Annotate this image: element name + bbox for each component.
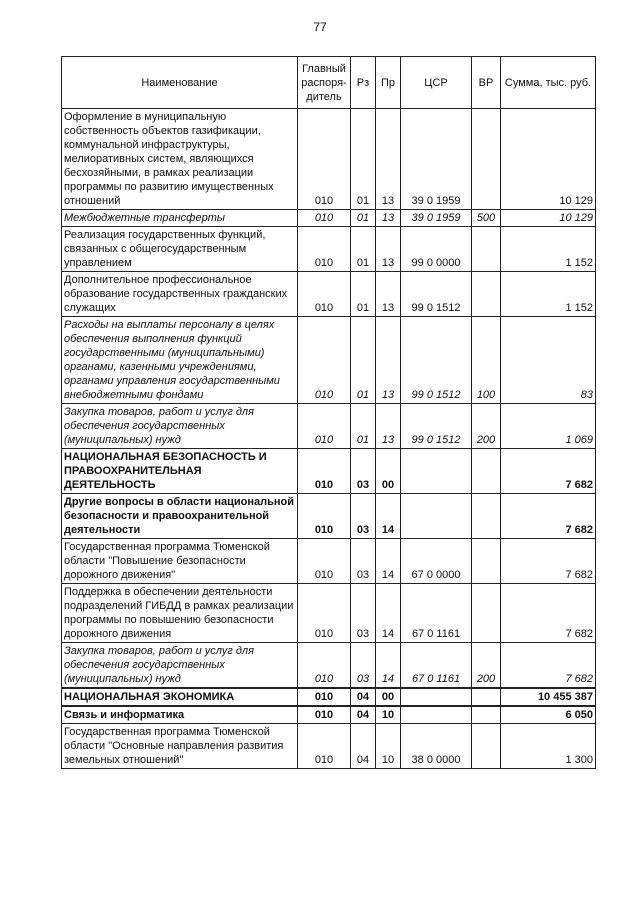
- cell-name: Расходы на выплаты персоналу в целях обеспечения выполнения функций государственными (муниципальными) органами, казенными учреждениями, органами управления государственными внебюджетными фондами: [62, 317, 298, 404]
- table-header-row: [62, 57, 596, 109]
- cell-gr: 010: [298, 109, 351, 210]
- cell-pr: 10: [376, 724, 401, 769]
- cell-pr: 10: [376, 706, 401, 724]
- table-body: [62, 109, 596, 769]
- cell-sum: 1 300: [501, 724, 596, 769]
- cell-gr: 010: [298, 494, 351, 539]
- cell-name: Связь и информатика: [62, 706, 298, 724]
- cell-gr: 010: [298, 539, 351, 584]
- budget-table: [61, 56, 596, 769]
- cell-name: Оформление в муниципальную собственность объектов газификации, коммунальной инфраструктуры, мелиоративных систем, являющихся бесхозяйными, в рамках реализации программы по развитию имущественных отношений: [62, 109, 298, 210]
- table-row: [62, 539, 596, 584]
- cell-csr: [401, 688, 472, 706]
- cell-sum: 7 682: [501, 584, 596, 643]
- cell-name: НАЦИОНАЛЬНАЯ ЭКОНОМИКА: [62, 688, 298, 706]
- cell-csr: 38 0 0000: [401, 724, 472, 769]
- cell-sum: 1 152: [501, 227, 596, 272]
- cell-csr: [401, 494, 472, 539]
- cell-vr: [472, 706, 501, 724]
- cell-sum: 1 152: [501, 272, 596, 317]
- cell-csr: 99 0 0000: [401, 227, 472, 272]
- cell-vr: [472, 272, 501, 317]
- cell-pr: 14: [376, 539, 401, 584]
- cell-vr: [472, 449, 501, 494]
- cell-gr: 010: [298, 643, 351, 689]
- cell-csr: 67 0 1161: [401, 643, 472, 689]
- cell-gr: 010: [298, 210, 351, 227]
- table-row: [62, 584, 596, 643]
- header-vr: ВР: [472, 57, 501, 109]
- cell-csr: 67 0 1161: [401, 584, 472, 643]
- cell-pr: 00: [376, 688, 401, 706]
- cell-vr: 100: [472, 317, 501, 404]
- header-sum: Сумма, тыс. руб.: [501, 57, 596, 109]
- cell-name: Поддержка в обеспечении деятельности подразделений ГИБДД в рамках реализации программы по повышению безопасности дорожного движения: [62, 584, 298, 643]
- cell-rz: 03: [351, 539, 376, 584]
- cell-sum: 6 050: [501, 706, 596, 724]
- cell-rz: 01: [351, 272, 376, 317]
- table-row: [62, 688, 596, 706]
- cell-name: Дополнительное профессиональное образование государственных гражданских служащих: [62, 272, 298, 317]
- cell-gr: 010: [298, 404, 351, 449]
- cell-vr: 200: [472, 404, 501, 449]
- cell-pr: 13: [376, 404, 401, 449]
- cell-rz: 03: [351, 449, 376, 494]
- table-row: [62, 494, 596, 539]
- cell-sum: 7 682: [501, 539, 596, 584]
- cell-gr: 010: [298, 272, 351, 317]
- table-row: [62, 404, 596, 449]
- cell-vr: [472, 227, 501, 272]
- cell-sum: 10 129: [501, 210, 596, 227]
- table-row: [62, 724, 596, 769]
- cell-csr: 67 0 0000: [401, 539, 472, 584]
- cell-gr: 010: [298, 449, 351, 494]
- cell-vr: [472, 584, 501, 643]
- page-number: 77: [313, 20, 327, 34]
- header-rz: Рз: [351, 57, 376, 109]
- cell-gr: 010: [298, 317, 351, 404]
- cell-csr: 39 0 1959: [401, 210, 472, 227]
- cell-rz: 04: [351, 688, 376, 706]
- cell-csr: 99 0 1512: [401, 317, 472, 404]
- cell-sum: 7 682: [501, 494, 596, 539]
- cell-gr: 010: [298, 706, 351, 724]
- table-row: [62, 449, 596, 494]
- cell-pr: 13: [376, 109, 401, 210]
- table-row: [62, 643, 596, 689]
- cell-pr: 14: [376, 494, 401, 539]
- table-row: [62, 317, 596, 404]
- table-row: [62, 272, 596, 317]
- cell-sum: 1 069: [501, 404, 596, 449]
- header-main-manager: Главный распоря-дитель: [298, 57, 351, 109]
- cell-pr: 14: [376, 584, 401, 643]
- cell-rz: 01: [351, 227, 376, 272]
- cell-rz: 03: [351, 584, 376, 643]
- cell-name: Закупка товаров, работ и услуг для обеспечения государственных (муниципальных) нужд: [62, 404, 298, 449]
- table-row: [62, 227, 596, 272]
- header-pr: Пр: [376, 57, 401, 109]
- cell-vr: [472, 494, 501, 539]
- header-csr: ЦСР: [401, 57, 472, 109]
- table-row: [62, 210, 596, 227]
- cell-sum: 10 129: [501, 109, 596, 210]
- cell-name: Реализация государственных функций, связанных с общегосударственным управлением: [62, 227, 298, 272]
- cell-name: Государственная программа Тюменской области "Основные направления развития земельных отношений": [62, 724, 298, 769]
- cell-vr: [472, 724, 501, 769]
- cell-csr: 99 0 1512: [401, 272, 472, 317]
- cell-name: Государственная программа Тюменской области "Повышение безопасности дорожного движения": [62, 539, 298, 584]
- cell-csr: 99 0 1512: [401, 404, 472, 449]
- cell-name: Другие вопросы в области национальной безопасности и правоохранительной деятельности: [62, 494, 298, 539]
- cell-rz: 01: [351, 109, 376, 210]
- cell-pr: 13: [376, 317, 401, 404]
- cell-rz: 01: [351, 404, 376, 449]
- header-name: Наименование: [62, 57, 298, 109]
- cell-vr: 500: [472, 210, 501, 227]
- cell-gr: 010: [298, 227, 351, 272]
- cell-csr: [401, 449, 472, 494]
- cell-pr: 13: [376, 210, 401, 227]
- cell-csr: [401, 706, 472, 724]
- cell-vr: [472, 539, 501, 584]
- cell-rz: 03: [351, 494, 376, 539]
- cell-pr: 13: [376, 227, 401, 272]
- cell-pr: 13: [376, 272, 401, 317]
- table-row: [62, 109, 596, 210]
- table-row: [62, 706, 596, 724]
- cell-vr: [472, 688, 501, 706]
- cell-gr: 010: [298, 584, 351, 643]
- cell-pr: 00: [376, 449, 401, 494]
- cell-gr: 010: [298, 724, 351, 769]
- cell-name: Закупка товаров, работ и услуг для обеспечения государственных (муниципальных) нужд: [62, 643, 298, 689]
- cell-csr: 39 0 1959: [401, 109, 472, 210]
- cell-vr: 200: [472, 643, 501, 689]
- cell-rz: 04: [351, 724, 376, 769]
- cell-name: Межбюджетные трансферты: [62, 210, 298, 227]
- cell-sum: 7 682: [501, 449, 596, 494]
- cell-rz: 03: [351, 643, 376, 689]
- cell-sum: 10 455 387: [501, 688, 596, 706]
- cell-sum: 7 682: [501, 643, 596, 689]
- cell-gr: 010: [298, 688, 351, 706]
- cell-rz: 04: [351, 706, 376, 724]
- cell-sum: 83: [501, 317, 596, 404]
- cell-name: НАЦИОНАЛЬНАЯ БЕЗОПАСНОСТЬ И ПРАВООХРАНИТЕЛЬНАЯ ДЕЯТЕЛЬНОСТЬ: [62, 449, 298, 494]
- cell-rz: 01: [351, 210, 376, 227]
- cell-vr: [472, 109, 501, 210]
- cell-pr: 14: [376, 643, 401, 689]
- cell-rz: 01: [351, 317, 376, 404]
